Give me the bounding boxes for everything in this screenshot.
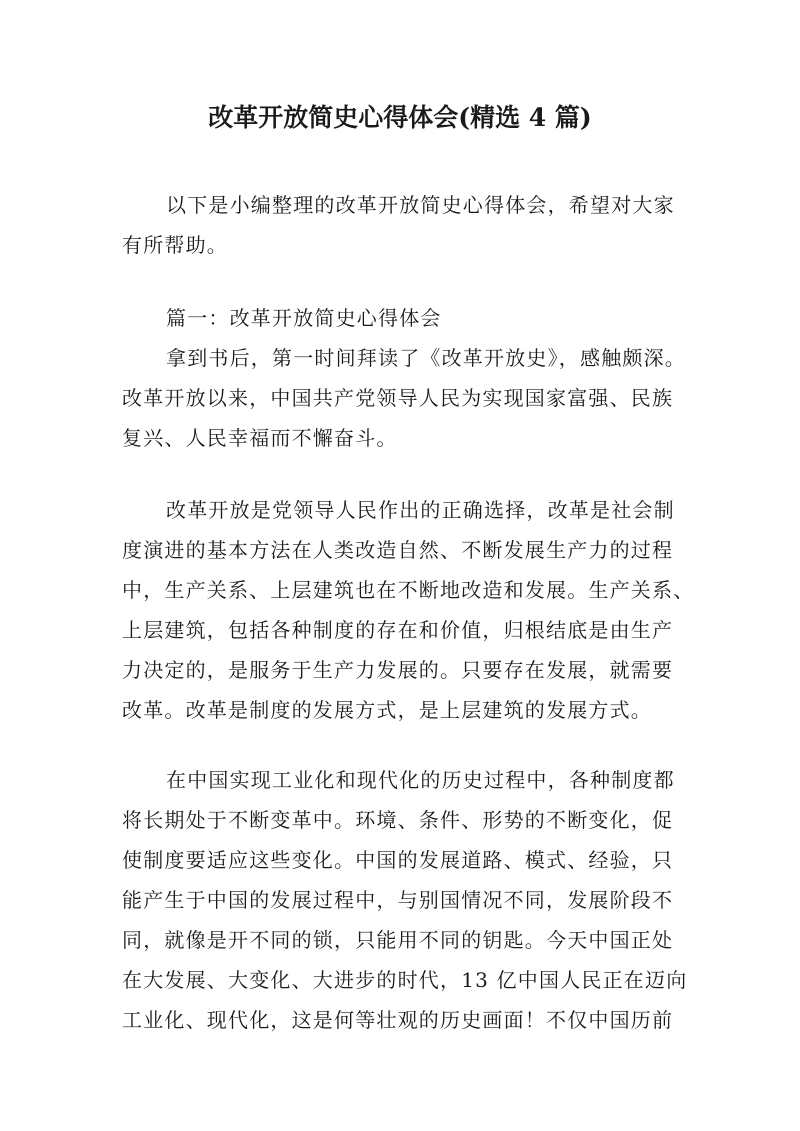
- paragraph-2-line-2: 度演进的基本方法在人类改造自然、不断发展生产力的过程: [122, 538, 674, 562]
- paragraph-2-line-1: 改革开放是党领导人民作出的正确选择，改革是社会制: [166, 498, 675, 522]
- paragraph-2-line-5: 力决定的，是服务于生产力发展的。只要存在发展，就需要: [122, 658, 674, 682]
- paragraph-1-line-1: 拿到书后，第一时间拜读了《改革开放史》，感触颇深。: [166, 346, 686, 370]
- paragraph-2-line-4: 上层建筑，包括各种制度的存在和价值，归根结底是由生产: [122, 618, 674, 642]
- paragraph-2-line-6: 改革。改革是制度的发展方式，是上层建筑的发展方式。: [122, 698, 652, 722]
- paragraph-3-line-2: 将长期处于不断变革中。环境、条件、形势的不断变化，促: [122, 808, 674, 832]
- section-heading: 篇一：改革开放简史心得体会: [166, 306, 442, 330]
- paragraph-3-line-4: 能产生于中国的发展过程中，与别国情况不同，发展阶段不: [122, 888, 674, 912]
- paragraph-intro-line-1: 以下是小编整理的改革开放简史心得体会，希望对大家: [166, 193, 675, 217]
- document-title: 改革开放简史心得体会(精选 4 篇): [208, 103, 592, 132]
- paragraph-3-line-7: 工业化、现代化，这是何等壮观的历史画面！不仅中国历前: [122, 1008, 674, 1032]
- paragraph-intro-line-2: 有所帮助。: [122, 233, 228, 257]
- paragraph-3-line-6: 在大发展、大变化、大进步的时代，13 亿中国人民正在迈向: [122, 968, 688, 992]
- paragraph-3-line-1: 在中国实现工业化和现代化的历史过程中，各种制度都: [166, 768, 675, 792]
- paragraph-1-line-3: 复兴、人民幸福而不懈奋斗。: [122, 426, 398, 450]
- paragraph-1-line-2: 改革开放以来，中国共产党领导人民为实现国家富强、民族: [122, 386, 674, 410]
- paragraph-2-line-3: 中，生产关系、上层建筑也在不断地改造和发展。生产关系、: [122, 578, 695, 602]
- paragraph-3-line-5: 同，就像是开不同的锁，只能用不同的钥匙。今天中国正处: [122, 928, 674, 952]
- paragraph-3-line-3: 使制度要适应这些变化。中国的发展道路、模式、经验，只: [122, 848, 674, 872]
